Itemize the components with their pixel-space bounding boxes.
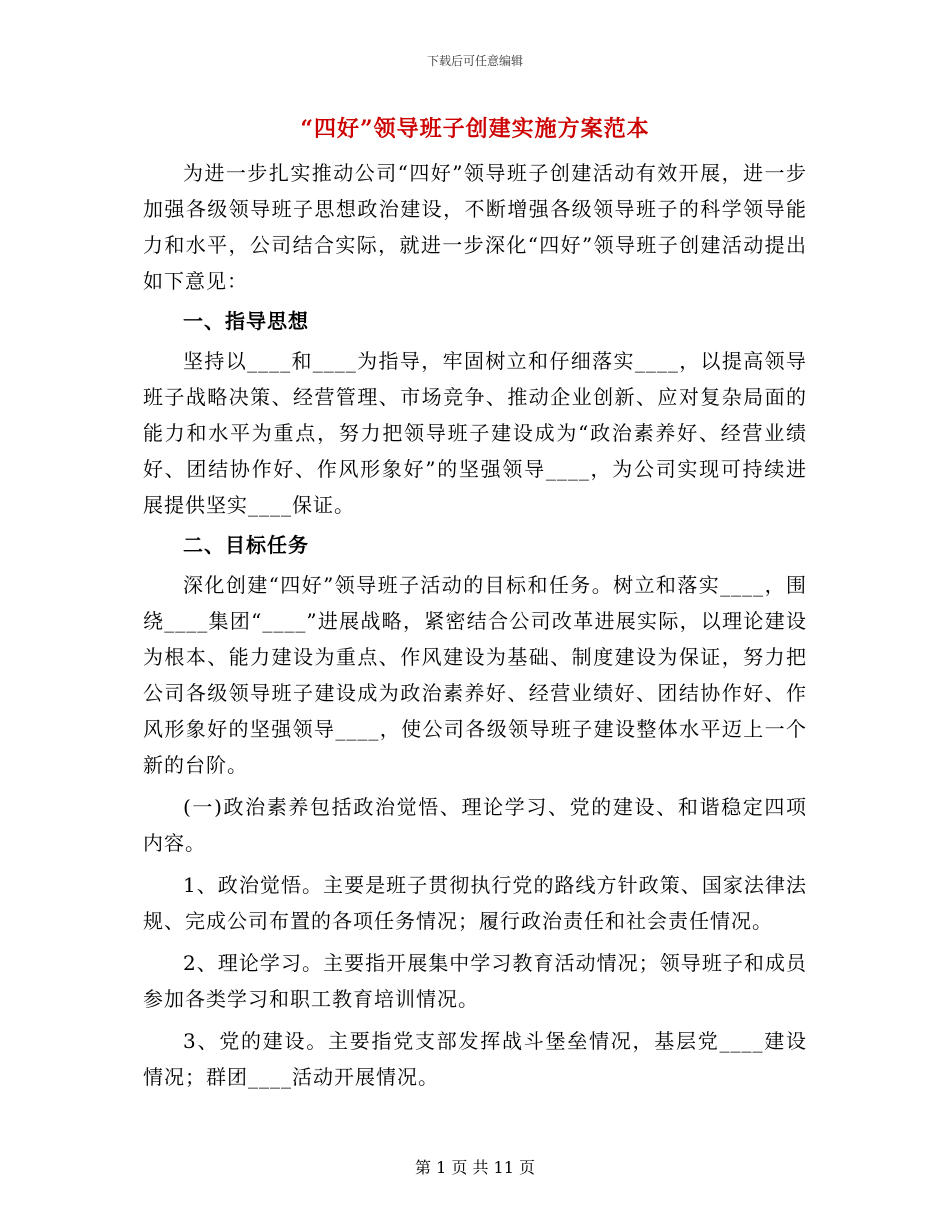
section-heading-goals-tasks: 二、目标任务 [183,533,309,557]
goals-tasks-paragraph: 深化创建“四好”领导班子活动的目标和任务。树立和落实____，围绕____集团“____”进展战略，紧密结合公司改革进展实际，以理论建设为根本、能力建设为重点、作风建设为基础、制度建设为保证，努力把公司各级领导班子建设成为政治素养好、经营业绩好、团结协作好、作风形象好的坚强领导____，使公司各级领导班子建设整体水平迈上一个新的台阶。 [143,573,807,777]
guiding-ideology-paragraph: 坚持以____和____为指导，牢固树立和仔细落实____，以提高领导班子战略决策、经营管理、市场竞争、推动企业创新、应对复杂局面的能力和水平为重点，努力把领导班子建设成为“政治素养好、经营业绩好、团结协作好、作风形象好”的坚强领导____，为公司实现可持续进展提供坚实____保证。 [143,349,807,517]
page-header: 下载后可任意编辑 [426,54,523,68]
document-body [143,113,807,1101]
document-title: “四好”领导班子创建实施方案范本 [300,116,650,142]
page-number: 第 1 页 共 11 页 [415,1158,535,1177]
section-heading-guiding-ideology: 一、指导思想 [183,309,309,333]
intro-paragraph: 为进一步扎实推动公司“四好”领导班子创建活动有效开展，进一步加强各级领导班子思想政治建设，不断增强各级领导班子的科学领导能力和水平，公司结合实际，就进一步深化“四好”领导班子创建活动提出如下意见： [143,161,807,293]
item-theory-study: 2、理论学习。主要指开展集中学习教育活动情况；领导班子和成员参加各类学习和职工教育培训情况。 [143,951,807,1011]
item-political-awareness: 1、政治觉悟。主要是班子贯彻执行党的路线方针政策、国家法律法规、完成公司布置的各项任务情况；履行政治责任和社会责任情况。 [143,873,807,933]
political-quality-subsection: (一)政治素养包括政治觉悟、理论学习、党的建设、和谐稳定四项内容。 [143,795,807,855]
item-party-building: 3、党的建设。主要指党支部发挥战斗堡垒情况，基层党____建设情况；群团____活动开展情况。 [143,1029,807,1089]
